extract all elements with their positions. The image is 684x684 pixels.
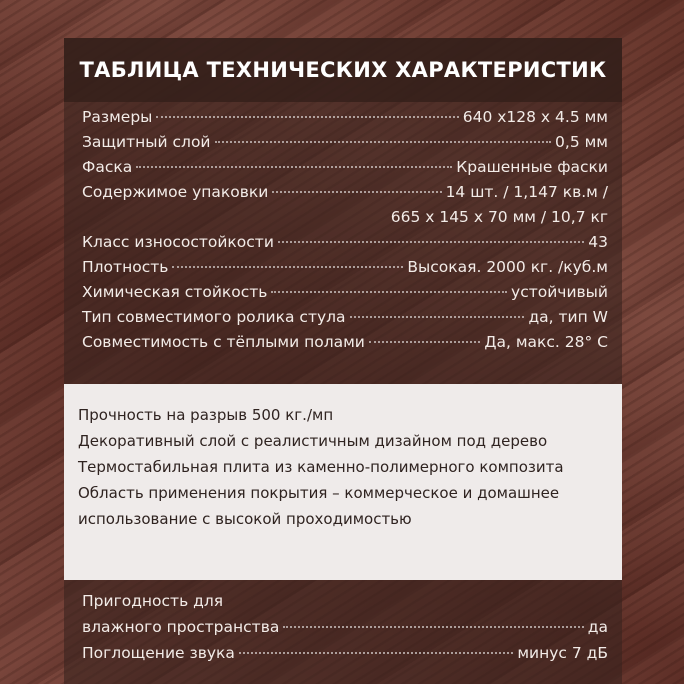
dotted-leader: [136, 166, 452, 168]
spec-label: Плотность: [82, 258, 169, 276]
spec-value: устойчивый: [511, 283, 608, 301]
spec-table-title: ТАБЛИЦА ТЕХНИЧЕСКИХ ХАРАКТЕРИСТИК: [64, 38, 622, 102]
spec-value: да, тип W: [528, 308, 608, 326]
dotted-leader: [283, 626, 583, 628]
feature-line: использование с высокой проходимостью: [78, 510, 412, 528]
spec-row-size: [82, 108, 608, 133]
spec-label: Защитный слой: [82, 133, 211, 151]
spec-label: Пригодность для: [82, 592, 224, 610]
spec-value: 43: [588, 233, 608, 251]
spec-label: Размеры: [82, 108, 153, 126]
feature-line: Область применения покрытия – коммерческое и домашнее: [78, 484, 560, 502]
sound-row: [82, 644, 608, 670]
dotted-leader: [172, 266, 403, 268]
spec-label: Содержимое упаковки: [82, 183, 269, 201]
spec-value: 0,5 мм: [555, 133, 608, 151]
spec-value: Высокая. 2000 кг. /куб.м: [407, 258, 608, 276]
spec-value: 14 шт. / 1,147 кв.м /: [445, 183, 608, 201]
spec-row-underfloor-heating: [82, 333, 608, 358]
features-block: [64, 384, 622, 580]
spec-row-caster: [82, 308, 608, 333]
spec-label: Совместимость с тёплыми полами: [82, 333, 365, 351]
feature-line: Термостабильная плита из каменно-полимерного композита: [78, 458, 564, 476]
spec-label: влажного пространства: [82, 618, 280, 636]
spec-value: 665 х 145 х 70 мм / 10,7 кг: [390, 208, 608, 226]
feature-line: Прочность на разрыв 500 кг./мп: [78, 406, 334, 424]
spec-label: Класс износостойкости: [82, 233, 274, 251]
spec-value: 640 х128 х 4.5 мм: [462, 108, 608, 126]
spec-value: Да, макс. 28° С: [484, 333, 608, 351]
spec-label: Фаска: [82, 158, 133, 176]
spec-label: Химическая стойкость: [82, 283, 268, 301]
dotted-leader: [271, 291, 507, 293]
dotted-leader: [156, 116, 458, 118]
extra-specs: [64, 580, 622, 684]
spec-row-density: [82, 258, 608, 283]
spec-value: Крашенные фаски: [456, 158, 608, 176]
spec-panel: [64, 38, 622, 684]
spec-value: минус 7 дБ: [517, 644, 608, 662]
moisture-row-label: [82, 592, 608, 618]
feature-line: Декоративный слой с реалистичным дизайном под дерево: [78, 432, 548, 450]
spec-row-chemical: [82, 283, 608, 308]
moisture-row: [82, 618, 608, 644]
dotted-leader: [215, 141, 552, 143]
spec-value: да: [587, 618, 608, 636]
dotted-leader: [278, 241, 584, 243]
spec-row-bevel: [82, 158, 608, 183]
spec-list: [64, 102, 622, 384]
spec-label: Поглощение звука: [82, 644, 235, 662]
dotted-leader: [350, 316, 525, 318]
spec-row-wear-class: [82, 233, 608, 258]
spec-label: Тип совместимого ролика стула: [82, 308, 346, 326]
dotted-leader: [369, 341, 481, 343]
spec-row-package-cont: [82, 208, 608, 233]
dotted-leader: [272, 191, 441, 193]
spec-row-package: [82, 183, 608, 208]
spec-row-wear-layer: [82, 133, 608, 158]
dotted-leader: [239, 652, 513, 654]
